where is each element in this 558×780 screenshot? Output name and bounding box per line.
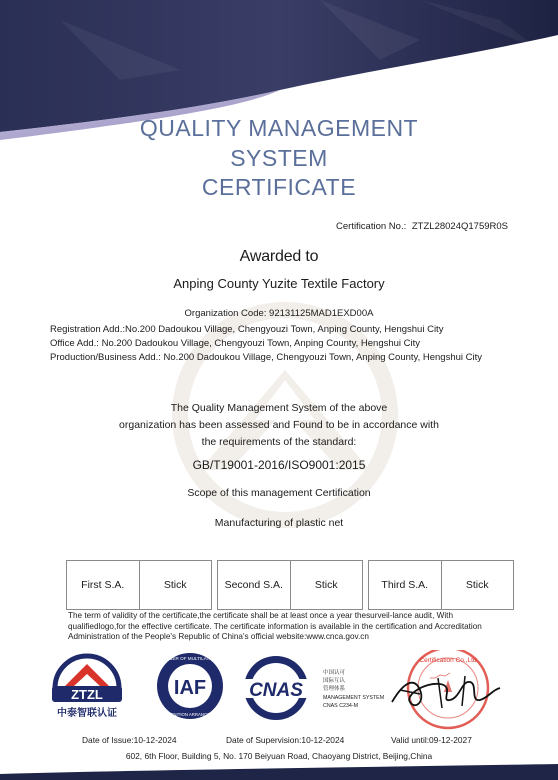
company-name: Anping County Yuzite Textile Factory [173,276,385,291]
statement-line-2: organization has been assessed and Found to be in accordance with [119,419,439,431]
ztzl-chinese-text: 中泰智联认证 [57,708,117,719]
cnas-text: CNAS [249,680,303,701]
title-line-3: CERTIFICATE [201,174,357,200]
iaf-logo [157,653,223,719]
validity-fine-print: The term of validity of the certificate,the certificate shall be at least once a year thesurveil-lance audit, With qualifiedlogo,for the effective certificate. The certificate information is available in the certification and Accreditation Administration of the People's Republic of China's official website:www.cnca.gov.cn [68,611,482,641]
certificate-number-label: Certification No.: [336,221,407,232]
cnas-cn-line-3: 管理体系 [323,686,346,692]
cnas-en-line-1: MANAGEMENT SYSTEM [323,695,385,701]
registration-address: Registration Add.:No.200 Dadoukou Village, Chengyouzi Town, Anping County, Hengshui City [50,324,444,335]
cnas-cn-line-1: 中国认可 [323,670,346,676]
certificate-number [336,221,508,232]
standard: GB/T19001-2016/ISO9001:2015 [192,458,366,472]
certificate-number-value: ZTZL28024Q1759R0S [411,221,508,232]
statement-line-1: The Quality Management System of the above [170,402,388,414]
first-surveillance-label: First S.A. [81,579,125,591]
accreditation-logos [0,650,558,740]
awarded-to-heading: Awarded to [239,248,319,265]
office-address: Office Add.: No.200 Dadoukou Village, Chengyouzi Town, Anping County, Hengshui City [50,338,421,349]
ztzl-text: ZTZL [71,687,103,702]
cnas-en-line-2: CNAS C234-M [323,703,359,709]
title-line-1: QUALITY MANAGEMENT [139,115,419,141]
first-surveillance-box [66,560,212,610]
third-surveillance-label: Third S.A. [381,579,429,591]
date-of-supervision: Date of Supervision:10-12-2024 [226,735,345,745]
iaf-text: IAF [173,677,207,699]
third-surveillance-box [368,560,514,610]
scope-label: Scope of this management Certification [187,487,371,499]
iaf-ring-bottom: RECOGNITION ARRANGEMENT [157,712,223,717]
date-of-issue: Date of Issue:10-12-2024 [82,735,177,745]
issuer-address: 602, 6th Floor, Building 5, No. 170 Beiyuan Road, Chaoyang District, Beijing,China [125,751,433,761]
third-surveillance-value: Stick [441,561,514,609]
scope-value: Manufacturing of plastic net [214,517,344,529]
cnas-cn-line-2: 国际互认 [323,678,346,684]
organization-code: Organization Code: 92131125MAD1EXD00A [184,308,374,319]
valid-until: Valid until:09-12-2027 [391,735,472,745]
title-line-2: SYSTEM [230,145,328,171]
second-surveillance-box [217,560,363,610]
seal-text: Certification Co.,Ltd [419,657,477,664]
second-surveillance-label: Second S.A. [224,579,283,591]
iaf-ring-top: MEMBER OF MULTILATERAL [158,656,222,661]
first-surveillance-value: Stick [139,561,212,609]
production-address: Production/Business Add.: No.200 Dadoukou Village, Chengyouzi Town, Anping County, Hengshui City [50,352,482,363]
second-surveillance-value: Stick [290,561,363,609]
bottom-band [0,764,558,780]
ztzl-logo [52,656,122,719]
statement-line-3: the requirements of the standard: [201,436,357,448]
cnas-logo [240,656,384,720]
